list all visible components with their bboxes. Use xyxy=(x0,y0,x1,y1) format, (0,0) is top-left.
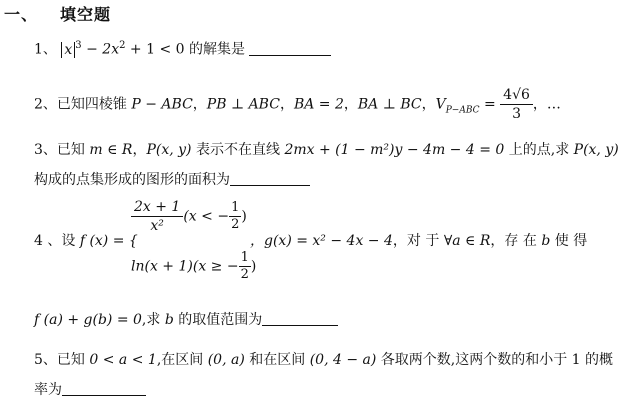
q4-line2-text: ,求 xyxy=(141,312,165,328)
q4-text-b: ，对 于 xyxy=(392,233,444,249)
question-5-line-2 xyxy=(34,380,146,400)
q4-case1-half xyxy=(229,200,241,233)
q4-case1-cond: (x < − xyxy=(183,208,230,225)
q3-number: 3、 xyxy=(34,142,57,158)
q5-interval-1: (0, a) xyxy=(207,352,245,368)
q2-comma-3: ， xyxy=(343,96,358,113)
q4-case1-frac xyxy=(131,198,183,235)
section-title: 填空题 xyxy=(60,5,112,24)
q4-text-d: 使 得 xyxy=(550,233,588,249)
q3-answer-blank[interactable] xyxy=(230,171,310,186)
q1-abs-x: x xyxy=(61,42,75,58)
q4-gx: ，g(x) = x² − 4x − 4 xyxy=(250,233,393,249)
q5-answer-blank[interactable] xyxy=(62,381,146,396)
q2-comma-1: ， xyxy=(192,96,207,113)
q5-line2-text: 率为 xyxy=(34,382,62,398)
question-1 xyxy=(34,36,331,60)
q3-text-a: 已知 xyxy=(56,142,90,158)
q4-case2-half-den: 2 xyxy=(240,267,249,282)
q2-perp-2: BA ⊥ BC xyxy=(357,96,422,113)
q2-text-a: 已知四棱锥 xyxy=(56,96,132,113)
q3-point: P(x, y) xyxy=(146,142,192,158)
question-3-line-2 xyxy=(34,170,310,190)
q4-case1-den: x² xyxy=(150,218,164,234)
q2-tail: ，… xyxy=(532,96,561,113)
q4-case2-close: ) xyxy=(250,258,257,275)
question-4-rest xyxy=(250,231,587,251)
q5-number: 5、 xyxy=(34,352,57,368)
q2-perp-1: PB ⊥ ABC xyxy=(206,96,280,113)
q3-text-d: 上的点,求 xyxy=(504,142,574,158)
q1-exp2: 2 xyxy=(119,40,126,51)
q4-case-2 xyxy=(131,250,256,283)
question-5-line-1 xyxy=(34,350,613,370)
q4-text-c: ，存 在 xyxy=(490,233,542,249)
q2-fraction xyxy=(500,86,533,123)
section-number: 一、 xyxy=(4,5,39,24)
question-4-lead xyxy=(34,231,138,251)
question-2 xyxy=(34,86,561,123)
section-heading xyxy=(4,2,111,25)
q4-forall: ∀a ∈ R xyxy=(443,233,491,249)
q3-comma: ， xyxy=(132,142,147,158)
q4-b: b xyxy=(541,233,551,249)
q4-answer-blank[interactable] xyxy=(262,311,338,326)
q4-case2-half xyxy=(239,250,251,283)
q1-text: 的解集是 xyxy=(189,41,245,58)
q5-text-d: 各取两个数,这两个数的和小于 1 的概 xyxy=(376,352,614,368)
q4-case1-half-num: 1 xyxy=(231,200,240,215)
q4-text-a: 设 xyxy=(61,233,80,249)
q4-number: 4 、 xyxy=(34,233,62,249)
q1-exp3: 3 xyxy=(75,40,82,51)
q2-eq: = xyxy=(479,96,501,113)
q2-pyramid: P − ABC xyxy=(131,96,193,113)
q2-ba-len: BA = 2 xyxy=(293,96,344,113)
q4-case-1 xyxy=(131,198,247,235)
q2-frac-den: 3 xyxy=(512,106,521,122)
question-4-line-2 xyxy=(34,310,338,330)
q4-condition: f (a) + g(b) = 0 xyxy=(34,312,142,328)
q4-fx: f (x) = { xyxy=(79,233,138,249)
q3-point-2: P(x, y) xyxy=(573,142,619,158)
q2-comma-2: ， xyxy=(279,96,294,113)
q4-case1-close: ) xyxy=(241,208,247,225)
question-3-line-1 xyxy=(34,140,619,160)
q1-term: − 2x xyxy=(86,41,120,58)
q5-condition: 0 < a < 1 xyxy=(89,352,157,368)
q1-tail: + 1 < 0 xyxy=(125,41,185,58)
q3-line-eq: 2mx + (1 − m²)y − 4m − 4 = 0 xyxy=(284,142,505,158)
q2-comma-4: ， xyxy=(421,96,436,113)
q5-text-a: 已知 xyxy=(56,352,90,368)
q5-text-c: 和在区间 xyxy=(244,352,310,368)
q4-case2-expr: ln(x + 1)(x ≥ − xyxy=(131,258,239,275)
q3-m-in-r: m ∈ R xyxy=(89,142,133,158)
q3-text-c: 表示不在直线 xyxy=(191,142,285,158)
q4-line2-b: b xyxy=(164,312,174,328)
q1-number: 1、 xyxy=(34,41,57,58)
q2-volume: V xyxy=(435,96,446,113)
q1-answer-blank[interactable] xyxy=(249,41,331,56)
q4-case2-half-num: 1 xyxy=(240,250,249,265)
q2-frac-num: 4√6 xyxy=(500,86,533,105)
q5-interval-2: (0, 4 − a) xyxy=(309,352,377,368)
q5-text-b: ,在区间 xyxy=(156,352,208,368)
q4-case1-half-den: 2 xyxy=(231,217,240,232)
q2-number: 2、 xyxy=(34,96,57,113)
q2-volume-sub: P−ABC xyxy=(445,105,480,116)
q3-line2-text: 构成的点集形成的图形的面积为 xyxy=(34,172,230,188)
q4-line2-tail: 的取值范围为 xyxy=(173,312,263,328)
q4-case1-num: 2x + 1 xyxy=(131,198,183,217)
